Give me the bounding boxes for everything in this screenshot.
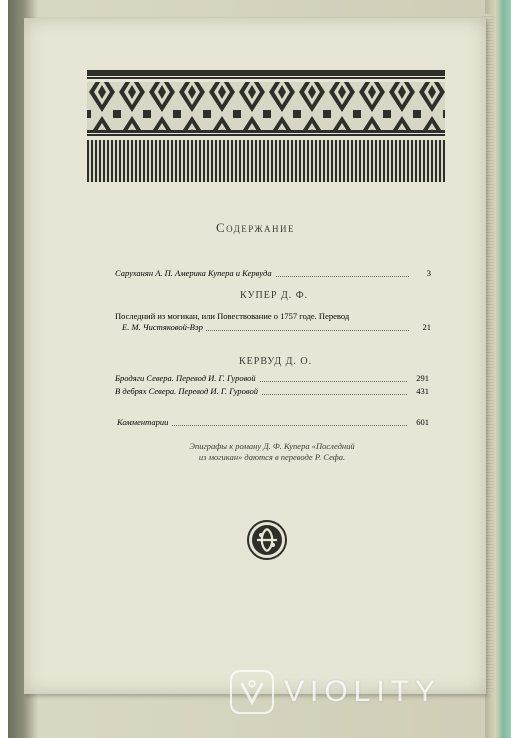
toc-page-number: 3 bbox=[424, 268, 431, 279]
toc-entry-text: В дебрях Севера. Перевод И. Г. Гуровой bbox=[115, 386, 261, 396]
violity-logo-icon bbox=[230, 670, 274, 714]
ornamental-band bbox=[87, 70, 445, 182]
toc-entry-wilds[interactable] bbox=[115, 386, 429, 397]
watermark bbox=[230, 666, 500, 718]
note-line: Эпиграфы к роману Д. Ф. Купера «Последний bbox=[189, 441, 355, 451]
toc-entry-rogues[interactable] bbox=[115, 373, 429, 384]
toc-entry-mohicans[interactable] bbox=[115, 311, 431, 322]
toc-page-number: 431 bbox=[413, 386, 429, 397]
watermark-text: VIOLITY bbox=[284, 675, 442, 708]
toc-entry-text: Е. М. Чистяковой-Вэр bbox=[122, 322, 206, 332]
publisher-emblem-icon bbox=[246, 519, 288, 561]
toc-entry-text: Комментарии bbox=[117, 417, 171, 427]
toc-entry-comments[interactable] bbox=[117, 417, 429, 428]
epigraph-note bbox=[157, 441, 387, 463]
toc-entry-intro[interactable] bbox=[115, 268, 431, 279]
toc-entry-text: Бродяги Севера. Перевод И. Г. Гуровой bbox=[115, 373, 259, 383]
toc-page-number: 601 bbox=[413, 417, 429, 428]
author-heading: КУПЕР Д. Ф. bbox=[240, 290, 309, 301]
toc-entry-mohicans-cont[interactable] bbox=[122, 322, 431, 333]
toc-page-number: 21 bbox=[420, 322, 432, 333]
toc-page-number: 291 bbox=[413, 373, 429, 384]
note-line: из могикан» даются в переводе Р. Сефа. bbox=[198, 452, 346, 462]
author-heading: КЕРВУД Д. О. bbox=[239, 356, 313, 367]
toc-entry-text: Последний из могикан, или Повествование о 1757 годе. Перевод bbox=[115, 311, 352, 321]
toc-entry-text: Саруханян А. П. Америка Купера и Кервуда bbox=[115, 268, 275, 278]
contents-heading: Содержание bbox=[215, 220, 296, 235]
